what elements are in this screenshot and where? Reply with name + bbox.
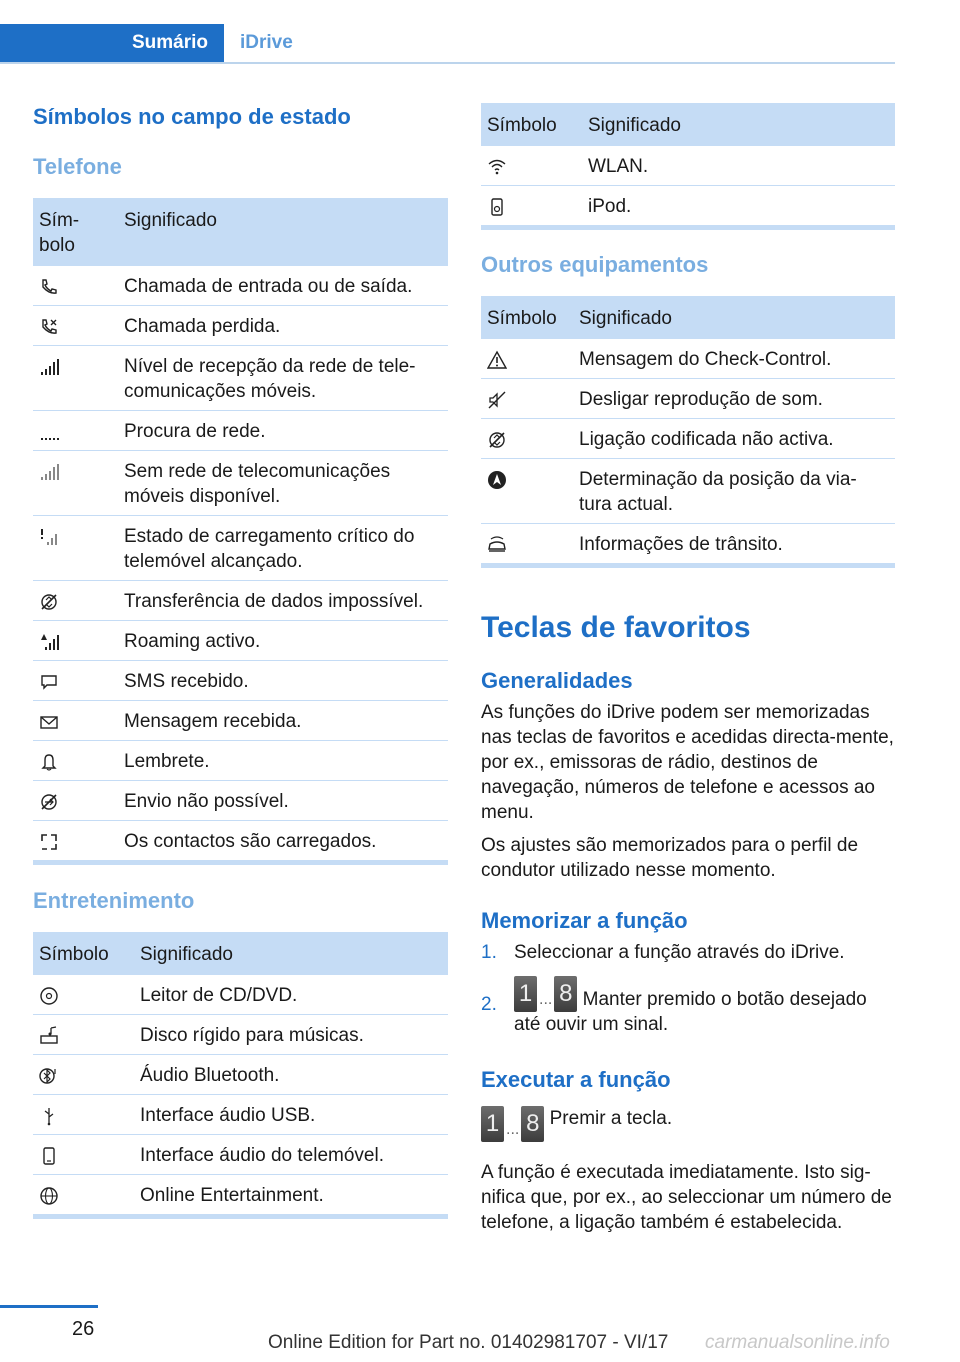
symbol-cell xyxy=(33,661,118,701)
entertainment-symbols-table xyxy=(33,932,448,1219)
unencrypted-icon xyxy=(487,430,507,450)
roaming-icon xyxy=(39,632,59,652)
step-text: Manter premido o botão desejado até ouvir um sinal. xyxy=(514,989,867,1035)
table-row xyxy=(33,451,448,516)
key-range-dots: ... xyxy=(539,991,553,1008)
col-meaning-header: Significado xyxy=(582,103,895,146)
no-data-transfer-icon xyxy=(39,592,59,612)
contacts-loading-icon xyxy=(39,832,59,852)
symbol-cell xyxy=(33,516,118,581)
meaning-cell: Mensagem recebida. xyxy=(118,701,448,741)
symbol-cell xyxy=(33,781,118,821)
meaning-cell: Áudio Bluetooth. xyxy=(134,1055,448,1095)
symbol-cell xyxy=(33,306,118,346)
table-row xyxy=(33,1055,448,1095)
symbol-cell xyxy=(33,346,118,411)
col-symbol-header: Símbolo xyxy=(481,103,582,146)
bluetooth-audio-icon xyxy=(39,1066,59,1086)
execute-paragraph: A função é executada imediatamente. Isto sig-nifica que, por ex., ao seleccionar um número de telefone, a ligação também é estabelecida. xyxy=(481,1162,892,1233)
symbol-cell xyxy=(481,459,573,524)
bell-icon xyxy=(39,752,59,772)
symbol-cell xyxy=(481,524,573,566)
table-row xyxy=(33,306,448,346)
step-2 xyxy=(481,976,895,1046)
meaning-cell: Roaming activo. xyxy=(118,621,448,661)
table-row xyxy=(33,701,448,741)
sms-icon xyxy=(39,672,59,692)
table-row xyxy=(33,741,448,781)
table-row xyxy=(33,821,448,863)
symbol-cell xyxy=(33,821,118,863)
cd-dvd-icon xyxy=(39,986,59,1006)
meaning-cell: Chamada de entrada ou de saída. xyxy=(118,266,448,306)
table-row xyxy=(33,781,448,821)
meaning-cell: Online Entertainment. xyxy=(134,1175,448,1217)
meaning-cell: Desligar reprodução de som. xyxy=(573,379,895,419)
col-symbol-header: Símbolo xyxy=(33,932,134,975)
missed-call-icon xyxy=(39,317,59,337)
online-entertainment-icon xyxy=(39,1186,59,1206)
table-row xyxy=(481,379,895,419)
favorites-title: Teclas de favoritos xyxy=(481,611,751,644)
meaning-cell: Informações de trânsito. xyxy=(573,524,895,566)
symbol-cell xyxy=(33,975,134,1015)
position-icon xyxy=(487,470,507,490)
table-row xyxy=(33,1015,448,1055)
meaning-cell: Chamada perdida. xyxy=(118,306,448,346)
symbol-cell xyxy=(481,339,573,379)
execute-text: Premir a tecla. xyxy=(549,1108,673,1129)
meaning-cell: Envio não possível. xyxy=(118,781,448,821)
meaning-cell: Leitor de CD/DVD. xyxy=(134,975,448,1015)
favorite-key-8[interactable]: 8 xyxy=(554,976,577,1012)
network-search-icon xyxy=(39,422,59,442)
store-function-title: Memorizar a função xyxy=(481,908,688,933)
message-icon xyxy=(39,712,59,732)
execute-line xyxy=(481,1106,895,1142)
symbol-cell xyxy=(33,266,118,306)
symbol-cell xyxy=(33,1055,134,1095)
battery-critical-icon xyxy=(39,527,59,547)
send-failed-icon xyxy=(39,792,59,812)
usb-icon xyxy=(39,1106,59,1126)
general-title: Generalidades xyxy=(481,668,633,693)
favorite-key-1[interactable]: 1 xyxy=(514,976,537,1012)
meaning-cell: WLAN. xyxy=(582,146,895,186)
watermark: carmanualsonline.info xyxy=(705,1332,890,1353)
table-row xyxy=(33,346,448,411)
step-number: 1. xyxy=(481,942,497,963)
meaning-cell: Procura de rede. xyxy=(118,411,448,451)
symbol-cell xyxy=(33,1015,134,1055)
table-row xyxy=(33,661,448,701)
hard-disk-music-icon xyxy=(39,1026,59,1046)
signal-strength-icon xyxy=(39,357,59,377)
other-equipment-title: Outros equipamentos xyxy=(481,252,709,277)
table-row xyxy=(33,1175,448,1217)
symbol-cell xyxy=(33,411,118,451)
symbol-cell xyxy=(33,1175,134,1217)
ipod-icon xyxy=(487,197,507,217)
page-number-rule xyxy=(0,1305,98,1308)
symbol-cell xyxy=(33,621,118,661)
table-row xyxy=(481,459,895,524)
symbol-cell xyxy=(33,451,118,516)
meaning-cell: Disco rígido para músicas. xyxy=(134,1015,448,1055)
general-paragraph-1: As funções do iDrive podem ser memorizadas nas teclas de favoritos e acedidas directa-mente, por ex., emissoras de rádio, destinos de navegação, números de telefone e acessos ao menu. xyxy=(481,702,894,823)
meaning-cell: Interface áudio USB. xyxy=(134,1095,448,1135)
meaning-cell: Estado de carregamento crítico do telemóvel alcançado. xyxy=(118,516,448,581)
entertainment-title: Entretenimento xyxy=(33,888,195,913)
meaning-cell: iPod. xyxy=(582,186,895,228)
meaning-cell: Nível de recepção da rede de tele- comunicações móveis. xyxy=(118,346,448,411)
table-row xyxy=(33,581,448,621)
meaning-cell: Mensagem do Check-Control. xyxy=(573,339,895,379)
symbol-cell xyxy=(33,701,118,741)
meaning-cell: Determinação da posição da via- tura actual. xyxy=(573,459,895,524)
phone-title: Telefone xyxy=(33,154,122,179)
table-row xyxy=(33,1135,448,1175)
col-meaning-header: Significado xyxy=(134,932,448,975)
step-number: 2. xyxy=(481,994,497,1015)
table-row xyxy=(33,266,448,306)
traffic-icon xyxy=(487,535,507,555)
warning-triangle-icon xyxy=(487,350,507,370)
col-symbol-header: Símbolo xyxy=(481,296,573,339)
table-row xyxy=(481,419,895,459)
connectivity-symbols-table xyxy=(481,103,895,230)
meaning-cell: Ligação codificada não activa. xyxy=(573,419,895,459)
col-meaning-header: Significado xyxy=(573,296,895,339)
section-title: Símbolos no campo de estado xyxy=(33,104,351,129)
phone-call-icon xyxy=(39,277,59,297)
favorite-key-1[interactable]: 1 xyxy=(481,1106,504,1142)
no-network-icon xyxy=(39,462,59,482)
symbol-cell xyxy=(481,146,582,186)
step-text: Seleccionar a função através do iDrive. xyxy=(514,942,845,963)
general-paragraph-2: Os ajustes são memorizados para o perfil de condutor utilizado nesse momento. xyxy=(481,835,859,881)
symbol-cell xyxy=(33,741,118,781)
table-row xyxy=(33,1095,448,1135)
step-text-wrap xyxy=(514,976,894,1037)
symbol-cell xyxy=(33,1095,134,1135)
table-row xyxy=(33,516,448,581)
phone-symbols-table xyxy=(33,198,448,865)
col-meaning-header: Significado xyxy=(118,198,448,266)
edition-footer: Online Edition for Part no. 01402981707 - VI/17 xyxy=(268,1332,669,1353)
meaning-cell: Lembrete. xyxy=(118,741,448,781)
favorite-key-8[interactable]: 8 xyxy=(521,1106,544,1142)
table-row xyxy=(33,621,448,661)
execute-function-title: Executar a função xyxy=(481,1067,671,1092)
meaning-cell: Transferência de dados impossível. xyxy=(118,581,448,621)
table-row xyxy=(481,524,895,566)
symbol-cell xyxy=(481,379,573,419)
table-row xyxy=(481,146,895,186)
page-number: 26 xyxy=(72,1318,95,1340)
key-range-dots: ... xyxy=(506,1121,520,1138)
table-row xyxy=(481,339,895,379)
meaning-cell: Sem rede de telecomunicações móveis disponível. xyxy=(118,451,448,516)
table-row xyxy=(481,186,895,228)
tab-idrive[interactable]: iDrive xyxy=(240,32,293,53)
meaning-cell: Interface áudio do telemóvel. xyxy=(134,1135,448,1175)
table-row xyxy=(33,975,448,1015)
wlan-icon xyxy=(487,157,507,177)
meaning-cell: SMS recebido. xyxy=(118,661,448,701)
meaning-cell: Os contactos são carregados. xyxy=(118,821,448,863)
symbol-cell xyxy=(481,419,573,459)
tab-summary[interactable]: Sumário xyxy=(0,24,224,62)
symbol-cell xyxy=(33,1135,134,1175)
table-row xyxy=(33,411,448,451)
symbol-cell xyxy=(33,581,118,621)
col-symbol-header: Sím- bolo xyxy=(33,198,118,266)
header-tabs xyxy=(0,24,895,64)
step-1 xyxy=(481,940,895,966)
other-symbols-table xyxy=(481,296,895,568)
mute-icon xyxy=(487,390,507,410)
symbol-cell xyxy=(481,186,582,228)
phone-audio-icon xyxy=(39,1146,59,1166)
